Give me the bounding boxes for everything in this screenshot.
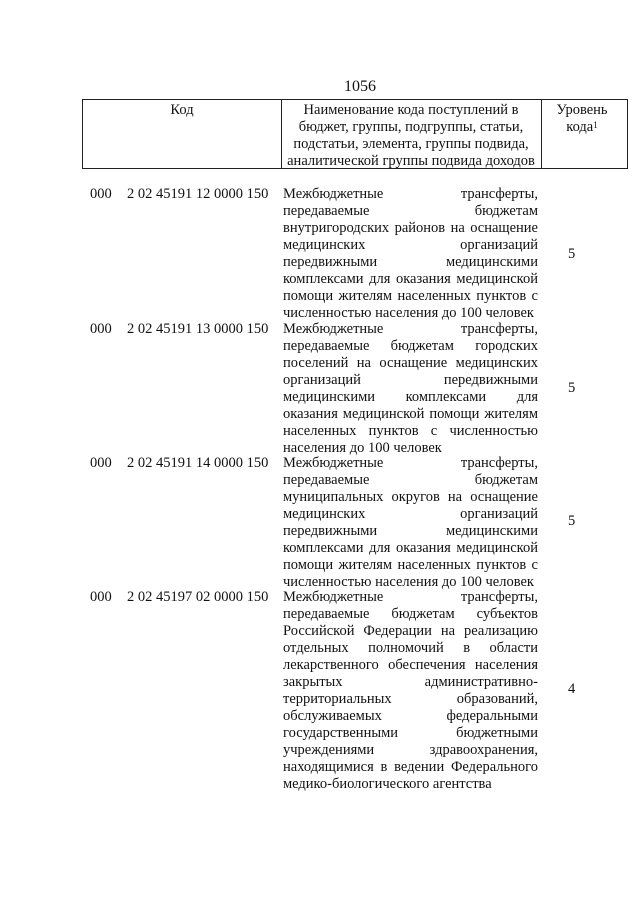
table-row bbox=[0, 319, 640, 455]
code-level: 4 bbox=[568, 681, 576, 697]
admin-code: 000 bbox=[90, 455, 112, 471]
header-name: Наименование кода поступлений в бюджет, группы, подгруппы, статьи, подстатьи, элемента, группы подвида, аналитической группы подвида доходов bbox=[281, 100, 542, 168]
admin-code: 000 bbox=[90, 589, 112, 605]
header-code: Код bbox=[83, 100, 282, 168]
admin-code: 000 bbox=[90, 186, 112, 202]
code-level: 5 bbox=[568, 380, 576, 396]
income-description: Межбюджетные трансферты, передаваемые бюджетам внутригородских районов на оснащение медицинских организаций передвижными медицинскими комплексами для оказания медицинской помощи жителям населенных пунктов с численностью населения до 100 человек bbox=[283, 186, 538, 321]
income-code: 2 02 45197 02 0000 150 bbox=[127, 589, 269, 605]
income-code: 2 02 45191 14 0000 150 bbox=[127, 455, 269, 471]
footnote-marker: 1 bbox=[593, 120, 598, 130]
income-description: Межбюджетные трансферты, передаваемые бюджетам городских поселений на оснащение медицинских организаций передвижными медицинскими комплексами для оказания медицинской помощи жителям населенных пунктов с численностью населения до 100 человек bbox=[283, 321, 538, 456]
income-code: 2 02 45191 12 0000 150 bbox=[127, 186, 269, 202]
table-row bbox=[0, 587, 640, 817]
code-level: 5 bbox=[568, 513, 576, 529]
table-row bbox=[0, 453, 640, 589]
admin-code: 000 bbox=[90, 321, 112, 337]
table-row bbox=[0, 184, 640, 320]
table-header bbox=[82, 99, 628, 169]
page-number: 1056 bbox=[344, 78, 376, 95]
header-level-label: Уровень кода bbox=[556, 102, 608, 135]
income-code: 2 02 45191 13 0000 150 bbox=[127, 321, 269, 337]
income-description: Межбюджетные трансферты, передаваемые бюджетам субъектов Российской Федерации на реализацию отдельных полномочий в области лекарственного обеспечения населения закрытых административно-территориальных образований, обслуживаемых федеральными государственными бюджетными учреждениями здравоохранения, находящимися в ведении Федерального медико-биологического агентства bbox=[283, 589, 538, 792]
header-level bbox=[541, 100, 623, 168]
code-level: 5 bbox=[568, 246, 576, 262]
income-description: Межбюджетные трансферты, передаваемые бюджетам муниципальных округов на оснащение медицинских организаций передвижными медицинскими комплексами для оказания медицинской помощи жителям населенных пунктов с численностью населения до 100 человек bbox=[283, 455, 538, 590]
